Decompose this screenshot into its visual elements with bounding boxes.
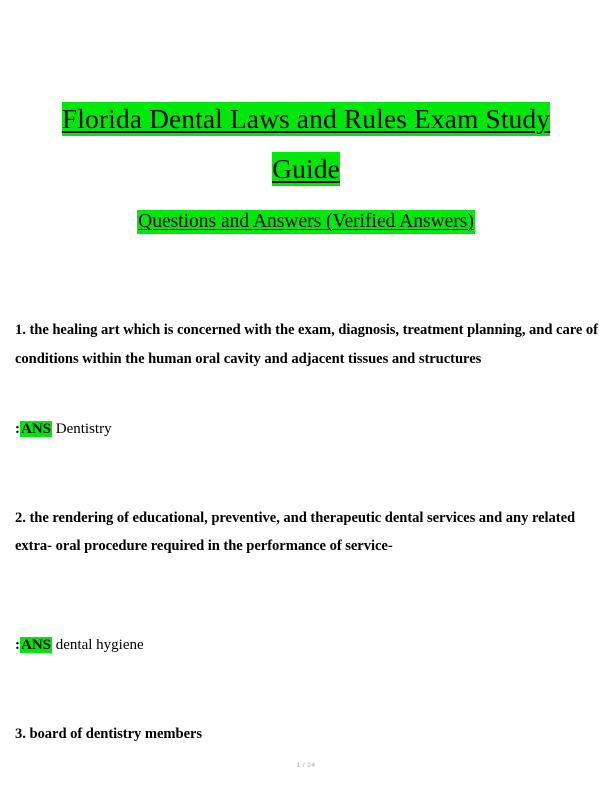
page-subtitle-text: Questions and Answers (Verified Answers) bbox=[138, 211, 474, 232]
answer-text bbox=[15, 631, 603, 660]
qa-item-3 bbox=[15, 720, 603, 749]
spacer bbox=[15, 373, 603, 415]
answer-body: Dentistry bbox=[55, 421, 112, 438]
page-title-line-1: Florida Dental Laws and Rules Exam Study bbox=[61, 103, 551, 134]
page-title bbox=[0, 94, 612, 194]
answer-text bbox=[15, 415, 603, 444]
question-body: the rendering of educational, preventive, and therapeutic dental services and any related extra- oral procedure required in the performance of service- bbox=[15, 509, 576, 555]
answer-tag-badge: ANS bbox=[21, 636, 52, 653]
question-body: the healing art which is concerned with the exam, diagnosis, treatment planning, and care of conditions within the human oral cavity and adjacent tissues and structures bbox=[15, 322, 598, 367]
page-number-footer: 1 / 24 bbox=[296, 762, 316, 769]
spacer bbox=[15, 444, 603, 504]
spacer bbox=[15, 561, 603, 631]
question-text bbox=[15, 316, 603, 373]
page-subtitle bbox=[0, 207, 612, 237]
qa-item-2 bbox=[15, 504, 603, 660]
question-text bbox=[15, 504, 603, 561]
answer-colon: : bbox=[15, 421, 20, 438]
page-title-line-2: Guide bbox=[272, 153, 340, 184]
question-text bbox=[15, 720, 603, 749]
spacer bbox=[15, 660, 603, 720]
question-body: board of dentistry members bbox=[29, 725, 203, 742]
question-number: 2. bbox=[15, 509, 26, 526]
answer-body: dental hygiene bbox=[55, 636, 144, 653]
qa-item-1 bbox=[15, 316, 603, 444]
qa-list bbox=[15, 316, 603, 748]
title-block bbox=[0, 0, 612, 237]
question-number: 1. bbox=[15, 322, 26, 338]
question-number: 3. bbox=[15, 725, 26, 742]
answer-colon: : bbox=[15, 636, 20, 653]
answer-tag-badge: ANS bbox=[21, 421, 52, 438]
